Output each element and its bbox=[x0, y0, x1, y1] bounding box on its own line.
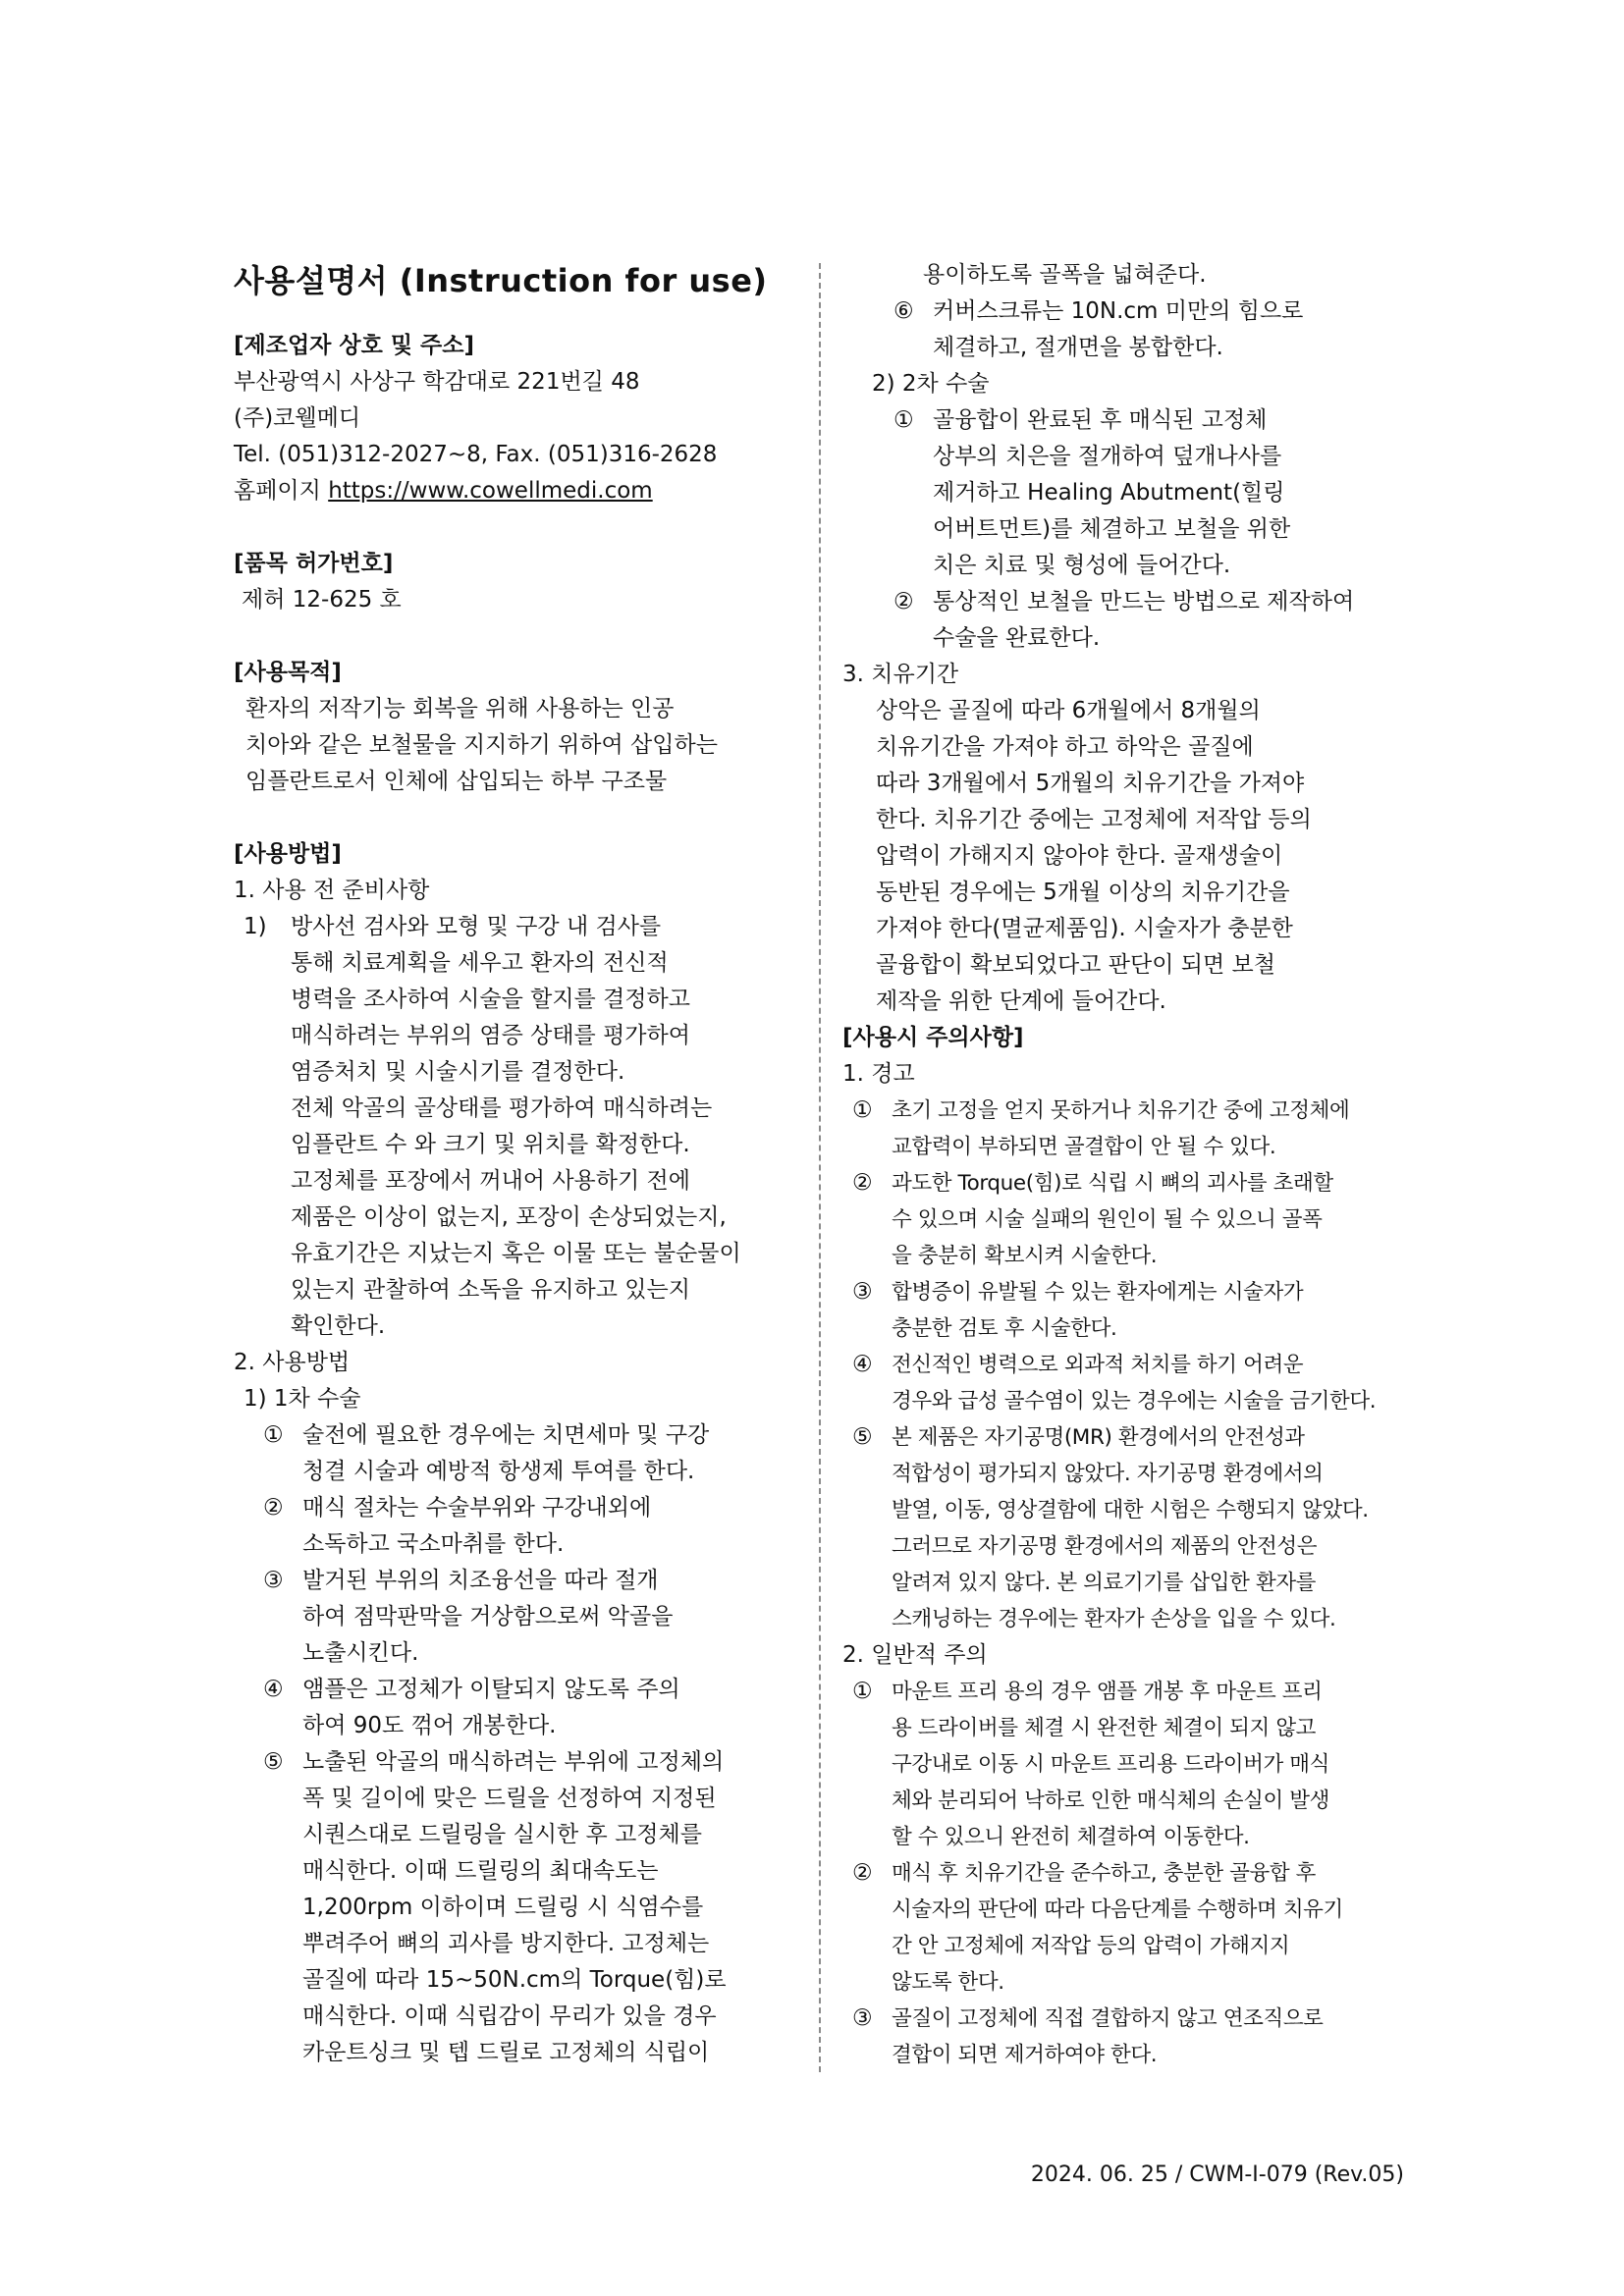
healing-line: 가져야 한다(멸균제품임). 시술자가 충분한 bbox=[876, 916, 1293, 941]
item-marker: ④ bbox=[852, 1352, 873, 1377]
general-item bbox=[842, 1674, 1404, 1855]
general-list bbox=[842, 1674, 1404, 2073]
item-text-line: 결합이 되면 제거하여야 한다. bbox=[892, 2043, 1158, 2067]
first-surgery-step bbox=[234, 1672, 795, 1744]
item-text-line: 합병증이 유발될 수 있는 환자에게는 시술자가 bbox=[892, 1280, 1304, 1305]
second-surgery-steps bbox=[842, 402, 1404, 657]
first-surgery-title: 1) 1차 수술 bbox=[244, 1386, 361, 1412]
prep-line: 통해 치료계획을 세우고 환자의 전신적 bbox=[291, 950, 669, 976]
item-text-line: 매식 절차는 수술부위와 구강내외에 bbox=[302, 1495, 652, 1521]
left-column bbox=[234, 257, 795, 2071]
healing-line: 압력이 가해지지 않아야 한다. 골재생술이 bbox=[876, 843, 1283, 869]
general-title: 2. 일반적 주의 bbox=[842, 1642, 988, 1668]
general-item bbox=[842, 1855, 1404, 2001]
prep-line: 전체 악골의 골상태를 평가하여 매식하려는 bbox=[291, 1095, 713, 1121]
warning-title: 1. 경고 bbox=[842, 1061, 915, 1087]
permit-heading: [품목 허가번호] bbox=[234, 551, 394, 576]
healing-line: 치유기간을 가져야 하고 하악은 골질에 bbox=[876, 734, 1254, 760]
first-surgery-step bbox=[234, 1744, 795, 2071]
healing-title: 3. 치유기간 bbox=[842, 662, 959, 687]
purpose-heading: [사용목적] bbox=[234, 660, 342, 685]
item-text-line: 교합력이 부하되면 골결합이 안 될 수 있다. bbox=[892, 1135, 1276, 1159]
healing-line: 따라 3개월에서 5개월의 치유기간을 가져야 bbox=[876, 771, 1305, 796]
prep-line: 유효기간은 지났는지 혹은 이물 또는 불순물이 bbox=[291, 1241, 741, 1266]
healing-line: 상악은 골질에 따라 6개월에서 8개월의 bbox=[876, 698, 1261, 723]
precautions-heading: [사용시 주의사항] bbox=[842, 1025, 1024, 1050]
item-text-line: 노출시킨다. bbox=[302, 1640, 419, 1666]
prep-line: 확인한다. bbox=[291, 1313, 386, 1339]
item-marker: ② bbox=[852, 1170, 873, 1196]
item-text-line: 소독하고 국소마취를 한다. bbox=[302, 1531, 565, 1557]
document-title: 사용설명서 (Instruction for use) bbox=[234, 262, 768, 299]
item-text-line: 골질이 고정체에 직접 결합하지 않고 연조직으로 bbox=[892, 2006, 1324, 2031]
item-text-line: 체결하고, 절개면을 봉합한다. bbox=[933, 335, 1223, 360]
item-marker: ③ bbox=[852, 1279, 873, 1305]
purpose-line: 임플란트로서 인체에 삽입되는 하부 구조물 bbox=[245, 769, 668, 794]
document-footer: 2024. 06. 25 / CWM-I-079 (Rev.05) bbox=[1030, 2163, 1404, 2187]
usage-title: 2. 사용방법 bbox=[234, 1350, 351, 1375]
item-text-line: 할 수 있으니 완전히 체결하여 이동한다. bbox=[892, 1825, 1250, 1849]
step5-line: 용이하도록 골폭을 넓혀준다. bbox=[923, 262, 1207, 288]
warning-item bbox=[842, 1165, 1404, 1274]
item-text-line: 수술을 완료한다. bbox=[933, 625, 1101, 651]
general-item bbox=[842, 2001, 1404, 2073]
first-surgery-step6 bbox=[842, 294, 1404, 366]
healing-line: 골융합이 확보되었다고 판단이 되면 보철 bbox=[876, 952, 1275, 978]
item-text-line: 발열, 이동, 영상결함에 대한 시험은 수행되지 않았다. bbox=[892, 1498, 1369, 1522]
prep-title: 1. 사용 전 준비사항 bbox=[234, 878, 430, 903]
item-text-line: 마운트 프리 용의 경우 앰플 개봉 후 마운트 프리 bbox=[892, 1680, 1323, 1704]
healing-line: 동반된 경우에는 5개월 이상의 치유기간을 bbox=[876, 880, 1290, 905]
item-text-line: 카운트싱크 및 텝 드릴로 고정체의 식립이 bbox=[302, 2040, 710, 2065]
prep-line: 제품은 이상이 없는지, 포장이 손상되었는지, bbox=[291, 1204, 727, 1230]
item-text-line: 간 안 고정체에 저작압 등의 압력이 가해지지 bbox=[892, 1934, 1290, 1958]
item-marker: ① bbox=[263, 1422, 284, 1448]
item-text-line: 구강내로 이동 시 마운트 프리용 드라이버가 매식 bbox=[892, 1752, 1329, 1777]
healing-line: 제작을 위한 단계에 들어간다. bbox=[876, 988, 1166, 1014]
item-text-line: 하여 점막판막을 거상함으로써 악골을 bbox=[302, 1604, 674, 1629]
item-text-line: 수 있으며 시술 실패의 원인이 될 수 있으니 골폭 bbox=[892, 1207, 1323, 1232]
second-surgery-step bbox=[842, 402, 1404, 584]
second-surgery-step bbox=[842, 584, 1404, 657]
column-divider bbox=[819, 263, 821, 2072]
manufacturer-tel-fax: Tel. (051)312-2027~8, Fax. (051)316-2628 bbox=[234, 442, 718, 467]
item-text-line: 노출된 악골의 매식하려는 부위에 고정체의 bbox=[302, 1749, 725, 1775]
item-text-line: 앰플은 고정체가 이탈되지 않도록 주의 bbox=[302, 1677, 680, 1702]
item-marker: ① bbox=[852, 1679, 873, 1704]
item-text-line: 본 제품은 자기공명(MR) 환경에서의 안전성과 bbox=[892, 1425, 1305, 1450]
item-text-line: 시퀀스대로 드릴링을 실시한 후 고정체를 bbox=[302, 1822, 702, 1847]
item-text-line: 초기 고정을 얻지 못하거나 치유기간 중에 고정체에 bbox=[892, 1098, 1350, 1123]
item-text-line: 치은 치료 및 형성에 들어간다. bbox=[933, 553, 1231, 578]
item-marker: ② bbox=[852, 1860, 873, 1886]
prep-number: 1) bbox=[244, 914, 267, 939]
item-text-line: 통상적인 보철을 만드는 방법으로 제작하여 bbox=[933, 589, 1355, 614]
item-text-line: 1,200rpm 이하이며 드릴링 시 식염수를 bbox=[302, 1895, 704, 1920]
prep-line: 임플란트 수 와 크기 및 위치를 확정한다. bbox=[291, 1132, 690, 1157]
warning-list bbox=[842, 1093, 1404, 1637]
item-text-line: 뿌려주어 뼈의 괴사를 방지한다. 고정체는 bbox=[302, 1931, 710, 1956]
item-text-line: 과도한 Torque(힘)로 식립 시 뼈의 괴사를 초래할 bbox=[892, 1171, 1333, 1196]
item-text-line: 제거하고 Healing Abutment(힐링 bbox=[933, 480, 1285, 506]
purpose-line: 환자의 저작기능 회복을 위해 사용하는 인공 bbox=[245, 696, 675, 721]
item-text-line: 하여 90도 꺾어 개봉한다. bbox=[302, 1713, 557, 1738]
item-marker: ⑥ bbox=[893, 298, 914, 324]
item-marker: ② bbox=[893, 589, 914, 614]
prep-line: 방사선 검사와 모형 및 구강 내 검사를 bbox=[291, 914, 662, 939]
item-text-line: 상부의 치은을 절개하여 덮개나사를 bbox=[933, 444, 1282, 469]
item-text-line: 골질에 따라 15~50N.cm의 Torque(힘)로 bbox=[302, 1967, 727, 1993]
item-text-line: 충분한 검토 후 시술한다. bbox=[892, 1316, 1117, 1341]
warning-item bbox=[842, 1093, 1404, 1165]
item-text-line: 스캐닝하는 경우에는 환자가 손상을 입을 수 있다. bbox=[892, 1607, 1336, 1631]
prep-text bbox=[234, 909, 795, 1345]
item-marker: ⑤ bbox=[263, 1749, 284, 1775]
item-text-line: 폭 및 길이에 맞은 드릴을 선정하여 지정된 bbox=[302, 1786, 717, 1811]
warning-item bbox=[842, 1347, 1404, 1419]
warning-item bbox=[842, 1419, 1404, 1637]
item-text-line: 매식한다. 이때 식립감이 무리가 있을 경우 bbox=[302, 2003, 717, 2029]
prep-item bbox=[234, 909, 795, 1345]
prep-line: 고정체를 포장에서 꺼내어 사용하기 전에 bbox=[291, 1168, 690, 1194]
item-marker: ⑤ bbox=[852, 1424, 873, 1450]
purpose-line: 치아와 같은 보철물을 지지하기 위하여 삽입하는 bbox=[245, 732, 718, 758]
prep-line: 매식하려는 부위의 염증 상태를 평가하여 bbox=[291, 1023, 690, 1048]
first-surgery-step bbox=[234, 1563, 795, 1672]
item-text-line: 을 충분히 확보시켜 시술한다. bbox=[892, 1244, 1158, 1268]
item-text-line: 용 드라이버를 체결 시 완전한 체결이 되지 않고 bbox=[892, 1716, 1317, 1740]
second-surgery-title: 2) 2차 수술 bbox=[872, 371, 990, 397]
item-text-line: 청결 시술과 예방적 항생제 투여를 한다. bbox=[302, 1459, 695, 1484]
item-text-line: 알려져 있지 않다. 본 의료기기를 삽입한 환자를 bbox=[892, 1571, 1317, 1595]
method-heading: [사용방법] bbox=[234, 841, 342, 867]
item-text-line: 커버스크류는 10N.cm 미만의 힘으로 bbox=[933, 298, 1304, 324]
healing-text bbox=[842, 693, 1404, 1020]
prep-line: 있는지 관찰하여 소독을 유지하고 있는지 bbox=[291, 1277, 690, 1303]
item-text-line: 술전에 필요한 경우에는 치면세마 및 구강 bbox=[302, 1422, 710, 1448]
item-marker: ③ bbox=[263, 1568, 284, 1593]
item-text-line: 매식한다. 이때 드릴링의 최대속도는 bbox=[302, 1858, 659, 1884]
permit-number: 제허 12-625 호 bbox=[242, 587, 402, 613]
manufacturer-address: 부산광역시 사상구 학감대로 221번길 48 bbox=[234, 369, 640, 395]
purpose-text bbox=[234, 691, 795, 800]
item-text-line: 적합성이 평가되지 않았다. 자기공명 환경에서의 bbox=[892, 1462, 1324, 1486]
first-surgery-step bbox=[234, 1417, 795, 1490]
item-text-line: 경우와 급성 골수염이 있는 경우에는 시술을 금기한다. bbox=[892, 1389, 1377, 1414]
item-text-line: 체와 분리되어 낙하로 인한 매식체의 손실이 발생 bbox=[892, 1789, 1329, 1813]
item-text-line: 매식 후 치유기간을 준수하고, 충분한 골융합 후 bbox=[892, 1861, 1317, 1886]
healing-line: 한다. 치유기간 중에는 고정체에 저작압 등의 bbox=[876, 807, 1312, 832]
first-surgery-step bbox=[842, 294, 1404, 366]
manufacturer-company: (주)코웰메디 bbox=[234, 405, 361, 431]
homepage-link[interactable]: https://www.cowellmedi.com bbox=[328, 478, 653, 504]
manufacturer-heading: [제조업자 상호 및 주소] bbox=[234, 333, 475, 358]
prep-line: 염증처치 및 시술시기를 결정한다. bbox=[291, 1059, 625, 1085]
homepage-label: 홈페이지 bbox=[234, 478, 329, 504]
item-marker: ③ bbox=[852, 2005, 873, 2031]
right-column bbox=[842, 257, 1404, 2073]
item-marker: ① bbox=[893, 407, 914, 433]
item-marker: ② bbox=[263, 1495, 284, 1521]
item-text-line: 어버트먼트)를 체결하고 보철을 위한 bbox=[933, 516, 1291, 542]
first-surgery-step bbox=[234, 1490, 795, 1563]
item-text-line: 시술자의 판단에 따라 다음단계를 수행하며 치유기 bbox=[892, 1897, 1343, 1922]
prep-line: 병력을 조사하여 시술을 할지를 결정하고 bbox=[291, 987, 690, 1012]
first-surgery-steps bbox=[234, 1417, 795, 2071]
item-marker: ④ bbox=[263, 1677, 284, 1702]
item-text-line: 골융합이 완료된 후 매식된 고정체 bbox=[933, 407, 1268, 433]
item-text-line: 않도록 한다. bbox=[892, 1970, 1004, 1995]
item-marker: ① bbox=[852, 1097, 873, 1123]
item-text-line: 발거된 부위의 치조융선을 따라 절개 bbox=[302, 1568, 659, 1593]
step5-continuation bbox=[842, 257, 1404, 294]
homepage-line bbox=[234, 473, 795, 509]
item-text-line: 그러므로 자기공명 환경에서의 제품의 안전성은 bbox=[892, 1534, 1318, 1559]
item-text-line: 전신적인 병력으로 외과적 처치를 하기 어려운 bbox=[892, 1353, 1304, 1377]
warning-item bbox=[842, 1274, 1404, 1347]
